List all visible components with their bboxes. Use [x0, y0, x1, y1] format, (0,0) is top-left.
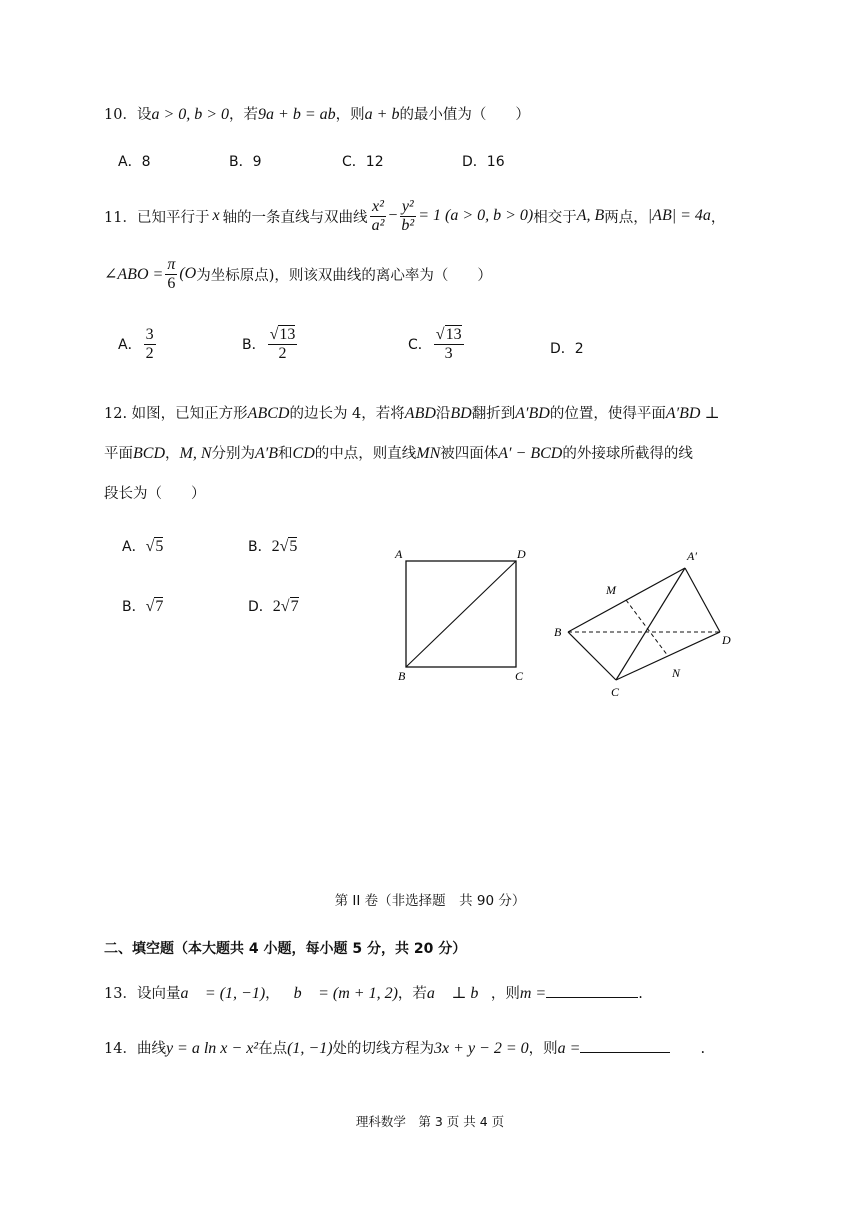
- q11-option-c: C． $\frac{√13}{3}$: [408, 326, 462, 362]
- q10-option-c: C．12: [342, 154, 384, 170]
- page-footer: 理科数学 第 3 页 共 4 页: [355, 1114, 505, 1129]
- fraction-pi-6: $\frac{\pi}{6}$: [167, 256, 176, 292]
- q12-figures: [380, 540, 760, 705]
- q10-option-b: B．9: [229, 154, 262, 170]
- q11-option-c-fraction: $\frac{√13}{3}$: [435, 326, 462, 362]
- q11-option-b: B． $\frac{√13}{2}$: [242, 326, 296, 362]
- q12-option-b: B．2√5: [248, 538, 298, 555]
- label-n: N: [672, 666, 681, 680]
- label-m: M: [606, 583, 616, 597]
- q12-option-a: A．√5: [122, 538, 164, 555]
- question-11-line-1: 11．已知平行于 x 轴的一条直线与双曲线 $\frac{\text{x²}}{\text{a²}}$ − $\frac{\text{y²}}{\text{b²}}$ = 1 (a > 0, b > 0) 相交于 A, B 两点， |AB| = 4a ，: [104, 198, 726, 234]
- fraction-y2-b2: $\frac{\text{y²}}{\text{b²}}$: [401, 198, 415, 234]
- section-2-heading: 二、填空题（本大题共 4 小题，每小题 5 分，共 20 分）: [104, 941, 467, 957]
- question-10: 10．设a > 0, b > 0，若9a + b = ab，则a + b的最小值为（ ）: [104, 106, 530, 123]
- question-11-line-2: ∠ABO = $\frac{\pi}{6}$ (O 为坐标原点) ，则该双曲线的离心率为（ ）: [104, 256, 492, 292]
- tetrahedron-figure: [554, 549, 731, 699]
- q12-option-c: B．√7: [122, 598, 164, 615]
- label-c: C: [515, 669, 524, 683]
- question-14: 14．曲线y = a ln x − x²在点(1, −1)处的切线方程为3x + y − 2 = 0，则a = .: [104, 1040, 706, 1057]
- label-d-folded: D: [722, 633, 731, 647]
- question-12-line-1: 12. 如图，已知正方形ABCD的边长为 4，若将ABD沿BD翻折到A′BD的位置，使得平面A′BD ⊥: [104, 405, 720, 422]
- fraction-x2-a2: $\frac{\text{x²}}{\text{a²}}$: [371, 198, 385, 234]
- q13-answer-blank[interactable]: [546, 997, 638, 998]
- label-b-folded: B: [554, 625, 562, 639]
- q14-answer-blank[interactable]: [580, 1052, 670, 1053]
- q11-option-a-fraction: $\frac{3}{2}$: [145, 326, 154, 362]
- edge-a-prime-d: [685, 568, 720, 632]
- q11-option-b-fraction: $\frac{√13}{2}$: [269, 326, 296, 362]
- edge-c-b: [568, 632, 616, 680]
- label-d: D: [517, 547, 526, 561]
- q10-option-d: D．16: [462, 154, 505, 170]
- edge-c-a-prime: [616, 568, 685, 680]
- label-a: A: [395, 547, 403, 561]
- part-2-title: 第 II 卷（非选择题 共 90 分）: [334, 893, 526, 909]
- question-12-line-3: 段长为（ ）: [104, 486, 206, 502]
- label-c-folded: C: [611, 685, 620, 699]
- question-13: 13．设向量a⃗ = (1, −1)， b⃗ = (m + 1, 2)，若a⃗ ⊥ b⃗，则m = .: [104, 985, 643, 1002]
- q11-option-a: A． $\frac{3}{2}$: [118, 326, 154, 362]
- question-12-line-2: 平面BCD，M, N分别为A′B和CD的中点，则直线MN被四面体A′ − BCD的外接球所截得的线: [104, 445, 693, 462]
- label-b: B: [398, 669, 406, 683]
- label-a-prime: A′: [687, 549, 697, 563]
- q10-option-a: A．8: [118, 154, 151, 170]
- q11-option-d: D．2: [550, 341, 584, 357]
- square-figure: [394, 547, 526, 683]
- segment-mn-dashed: [626, 600, 668, 656]
- q12-option-d: D．2√7: [248, 598, 299, 615]
- square-diagonal-bd: [406, 561, 516, 667]
